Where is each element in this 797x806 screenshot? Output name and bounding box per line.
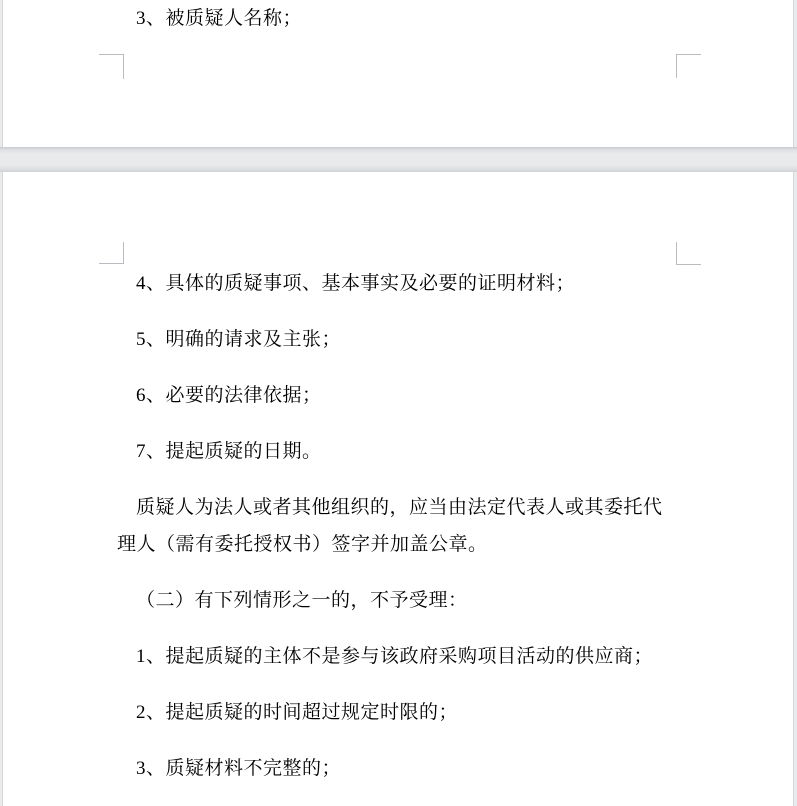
paragraph[interactable]: 5、明确的请求及主张； [136,329,342,350]
crop-mark-line [676,242,677,265]
paragraph[interactable]: 1、提起质疑的主体不是参与该政府采购项目活动的供应商； [136,646,654,667]
paragraph[interactable]: 4、具体的质疑事项、基本事实及必要的证明材料； [136,273,576,294]
paragraph[interactable]: 2、提起质疑的时间超过规定时限的； [136,702,459,723]
paragraph[interactable]: 质疑人为法人或者其他组织的，应当由法定代表人或其委托代理人（需有委托授权书）签字并加盖公章。 [117,497,663,555]
paragraph[interactable]: 3、质疑材料不完整的； [136,758,342,779]
paragraph[interactable]: 3、被质疑人名称； [136,8,303,29]
document-page-2 [2,172,794,806]
paragraph[interactable]: 7、提起质疑的日期。 [136,441,322,462]
crop-mark-line [676,264,701,265]
document-page-1 [2,0,794,147]
crop-mark-line [676,54,677,78]
crop-mark-line [123,242,124,264]
page-break-gap [0,147,797,172]
crop-mark-line [676,54,701,55]
crop-mark-line [123,54,124,79]
page-2-text-area [3,172,793,787]
crop-mark-line [99,263,124,264]
paragraph[interactable]: 6、必要的法律依据； [136,385,322,406]
paragraph[interactable]: （二）有下列情形之一的，不予受理： [136,590,468,611]
page-1-text-area [3,0,793,37]
crop-mark-line [99,54,124,55]
